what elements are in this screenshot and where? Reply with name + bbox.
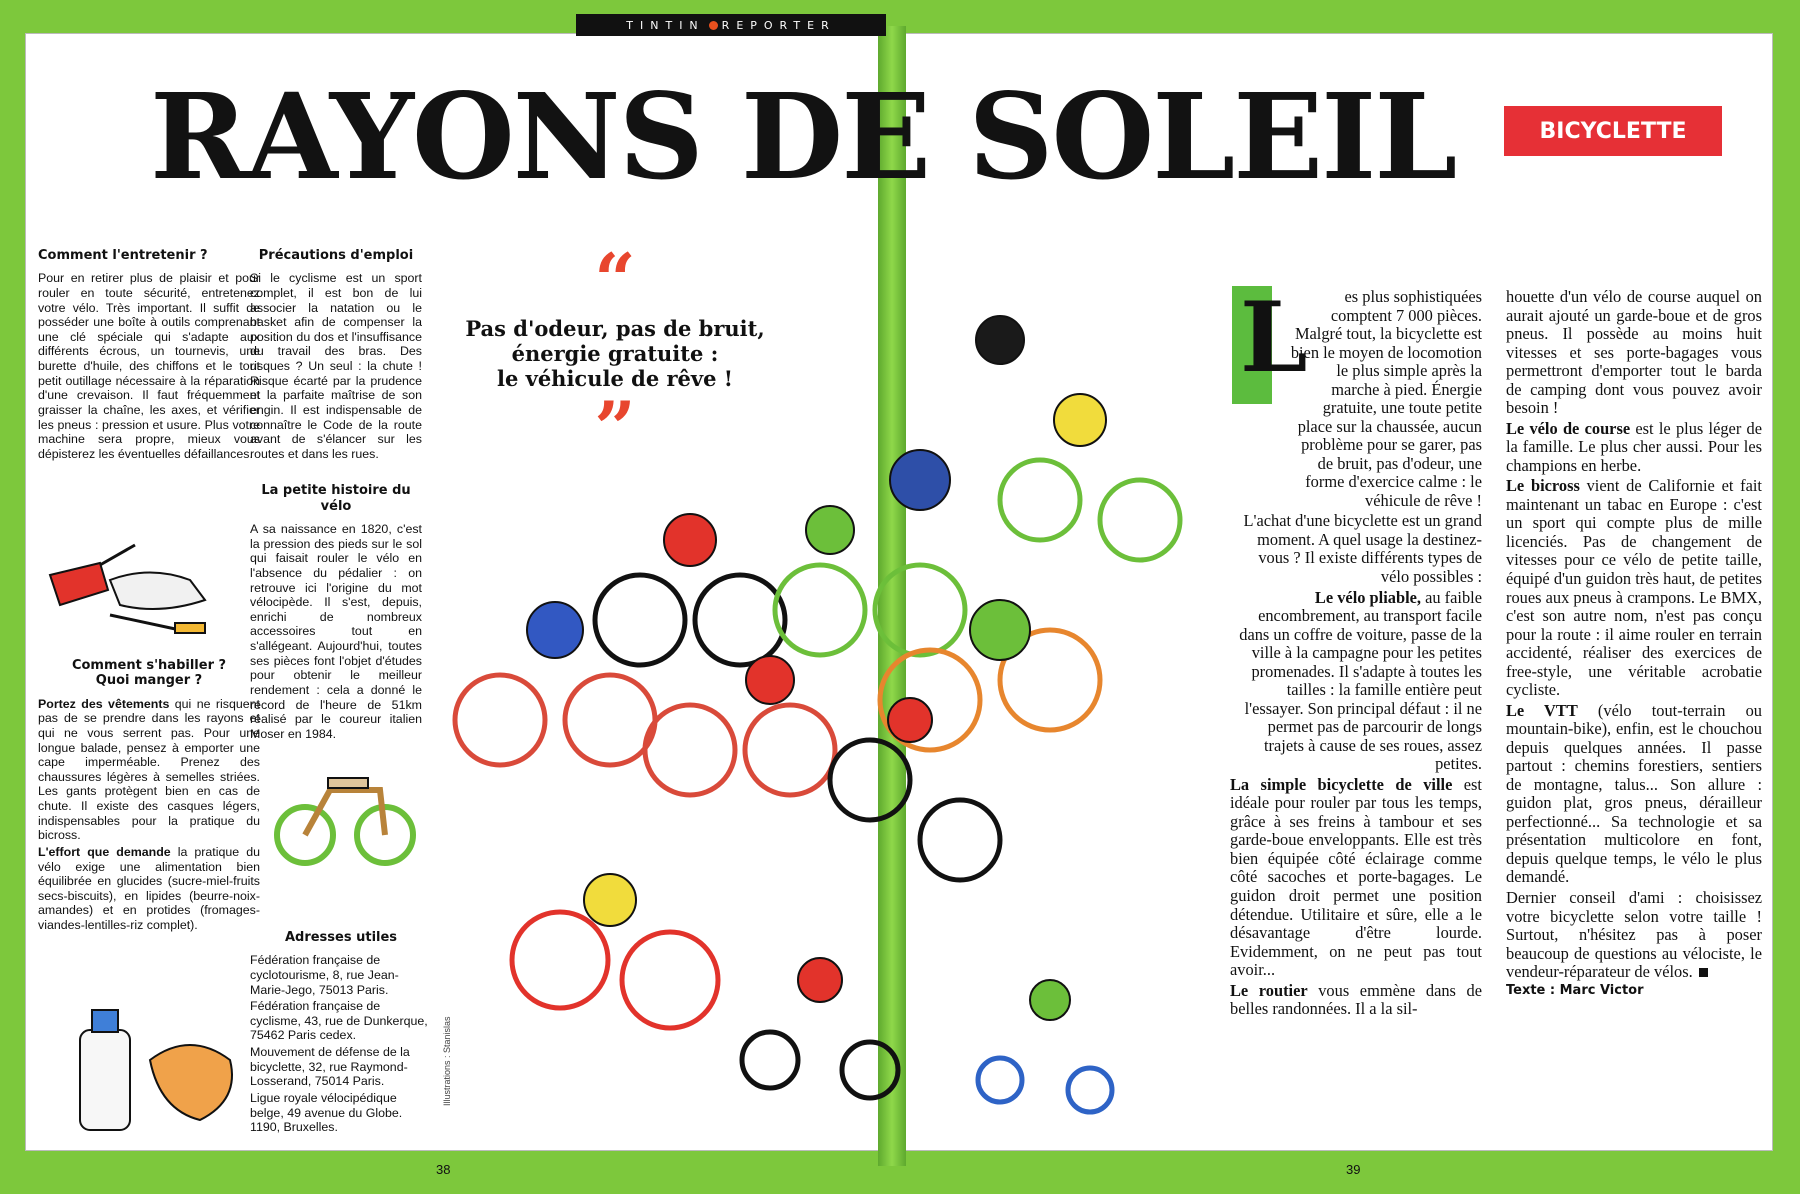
text-ville: est idéale pour rouler par tous les temps, grâce à ses freins à tambour et ses garde-boue enveloppants. Elle est très bien équipée côté éclairage comme côté sacoches et porte-bagages. Le guidon droit permet une position détendue. Utilitaire et sûre, elle a le désavantage d'être lourde. Evidemment, on ne peut pas tout avoir... — [1230, 774, 1482, 980]
section-tag: BICYCLETTE — [1504, 106, 1722, 156]
strip-left: TINTIN — [626, 18, 705, 32]
text-pliable: au faible encombrement, au transport facile dans un coffre de voiture, passe de la ville à la campagne pour les petites promenades. Il s'adapte à toutes les tailles : la famille entière peut l'essayer. Son principal défaut : il ne permet pas de parcourir de longs trajets à cause de ses roues, assez petites. — [1239, 587, 1482, 774]
quote-open-icon: “ — [594, 237, 636, 322]
paragraph-conseil — [1506, 889, 1762, 982]
lead-effort: L'effort que demande — [38, 844, 171, 859]
text-vtt: (vélo tout-terrain ou mountain-bike), enfin, est le chouchou depuis quelques années. Il passe partout : chemins forestiers, sentiers de montagne, talus... Son allure : guidon plat, gros pneus, dérailleur perfectionné... Sa technologie et sa présentation multicolore en font, depuis quelque temps, le vélo le plus demandé. — [1506, 700, 1762, 887]
address-3: Mouvement de défense de la bicyclette, 32, rue Raymond-Losserand, 75014 Paris. — [250, 1045, 410, 1089]
text-intro: es plus sophistiquées comptent 7 000 pièces. Malgré tout, la bicyclette est bien le moyen de locomotion le plus simple après la marche à pied. Énergie gratuite, une toute petite place sur la chaussée, aucun problème pour se garer, pas de bruit, pas d'odeur, une forme d'exercice calme : le véhicule de rêve ! — [1290, 288, 1482, 510]
text-effort: la pratique du vélo exige une alimentation bien équilibrée en glucides (sucre-miel-fruits secs-biscuits), en lipides (beurre-noix-amandes) et en protides (fromages-viandes-lentilles-riz complet). — [38, 844, 260, 933]
page-title: RAYONS DE SOLEIL — [150, 67, 1456, 206]
heading-precautions: Précautions d'emploi — [258, 248, 414, 263]
quote-close-icon: ” — [594, 384, 636, 470]
text-vetements: qui ne risquent pas de se prendre dans les rayons et qui ne vous serrent pas. Pour une longue balade, pensez à emporter une cape imperméable. Prenez des chaussures légères à semelles striées. Les gants protègent bien en cas de chute. Il existe des casques légers, indispensables pour la pratique du bicross. — [38, 696, 260, 843]
strip-dot-icon — [709, 21, 718, 30]
paragraph-effort — [38, 845, 260, 933]
paragraph-course — [1506, 420, 1762, 476]
illustration-credit: Illustrations : Stanislas — [442, 1016, 452, 1106]
right-column-1 — [1230, 281, 1482, 1150]
page-number-left: 38 — [436, 1162, 451, 1177]
quote-line-1: Pas d'odeur, pas de bruit, — [465, 316, 765, 341]
quote-line-2: énergie gratuite : — [511, 341, 719, 367]
paragraph-intro — [1230, 281, 1482, 510]
paragraph-routier-cont: houette d'un vélo de course auquel on aurait ajouté un garde-boue et de gros pneus. Il possède au moins huit vitesses et ses porte-bagages vous permettront d'emporter tout le barda de camping dont vous pouvez avoir besoin ! — [1506, 288, 1762, 418]
heading-habiller-line2: Quoi manger ? — [95, 673, 203, 689]
strip-right: REPORTER — [721, 18, 836, 32]
end-mark-icon — [1699, 968, 1708, 977]
text-conseil: Dernier conseil d'ami : choisissez votre bicyclette selon votre taille ! Surtout, n'hésitez pas à poser beaucoup de questions au vélociste, le vendeur-réparateur de vélos. — [1506, 888, 1762, 982]
lead-pliable: Le vélo pliable, — [1314, 587, 1422, 607]
tools-illustration — [40, 535, 220, 635]
text-course: est le plus léger de la famille. Le plus cher aussi. Pour les champions en herbe. — [1506, 418, 1762, 475]
paragraph-bicross — [1506, 477, 1762, 699]
heading-histoire — [250, 483, 422, 514]
left-column-2b — [250, 930, 432, 1140]
paragraph-entretien: Pour en retirer plus de plaisir et pour rouler en toute sécurité, entretenez votre vélo. Très important. Il suffit de posséder une boîte à outils comprenant une clé spéciale qui s'adapte aux différents écrous, un tournevis, une burette d'huile, des chiffons et le tout petit outillage nécessaire à la réparation d'une crevaison. Il faut fréquemment graisser la chaîne, les axes, et vérifier les pneus : pression et usure. Plus votre machine sera propre, mieux vous dépisterez les éventuelles défaillances. — [38, 271, 260, 461]
heading-entretien: Comment l'entretenir ? — [38, 248, 208, 263]
heading-adresses: Adresses utiles — [284, 930, 398, 945]
paragraph-precautions: Si le cyclisme est un sport complet, il est bon de lui associer la natation ou le basket afin de compenser la position du dos et l'insuffisance du travail des bras. Des risques ? Un seul : la chute ! Risque écarté par la prudence et la parfaite maîtrise de son engin. Il est indispensable de connaître le Code de la route avant de s'élancer sur les routes et dans les rues. — [250, 271, 422, 461]
text-routier: vous emmène dans de belles randonnées. Il a la sil- — [1230, 980, 1482, 1019]
right-column-2 — [1506, 288, 1762, 1150]
lead-vetements: Portez des vêtements — [38, 696, 170, 711]
lead-bicross: Le bicross — [1506, 476, 1580, 496]
dropcap-letter: L — [1240, 281, 1308, 394]
lead-course: Le vélo de course — [1506, 418, 1631, 438]
signature: Texte : Marc Victor — [1506, 982, 1644, 998]
lead-routier: Le routier — [1230, 980, 1308, 1000]
heading-histoire-line1: La petite histoire du — [261, 483, 411, 499]
paragraph-histoire: A sa naissance en 1820, c'est la pression des pieds sur le sol qui faisait rouler le vélo en l'absence du pédalier : on retrouve ici l'origine du mot vélocipède. Il s'est, depuis, enrichi de nombreux accessoires tout en s'allégeant. Aujourd'hui, toutes ses pièces font l'objet d'études pour obtenir le meilleur rendement : cela a donné le record de l'heure de 51km réalisé par le coureur italien Moser en 1984. — [250, 522, 422, 741]
quote-line-3: le véhicule de rêve ! — [496, 366, 734, 392]
lead-vtt: Le VTT — [1506, 700, 1578, 720]
paragraph-pliable — [1230, 589, 1482, 774]
heading-histoire-line2: vélo — [320, 498, 352, 514]
address-1: Fédération française de cyclotourisme, 8, rue Jean-Marie-Jego, 75013 Paris. — [250, 953, 399, 997]
left-column-1b — [38, 658, 260, 988]
heading-habiller-line1: Comment s'habiller ? — [71, 658, 227, 673]
paragraph-ville — [1230, 776, 1482, 980]
paragraph-routier — [1230, 982, 1482, 1019]
cyclists-illustration — [440, 300, 1240, 1120]
draisienne-illustration — [270, 760, 420, 870]
paragraph-vetements — [38, 697, 260, 843]
address-4: Ligue royale vélocipédique belge, 49 avenue du Globe. 1190, Bruxelles. — [250, 1090, 403, 1135]
lead-ville: La simple bicyclette de ville — [1230, 774, 1453, 794]
text-bicross: vient de Californie et fait maintenant un tabac en Europe : c'est un sport qui compte plus de mille licenciés. Pas de changement de vitesses pour ce vélo de petite taille, équipé d'un guidon très haut, de petites roues aux pneus à crampons. Le BMX, c'est son autre nom, n'est pas conçu pour la route : il aime rouler en terrain accidenté, réaliser des exercices de free-style, une véritable acrobatie cycliste. — [1506, 476, 1762, 700]
address-2: Fédération française de cyclisme, 43, rue de Dunkerque, 75462 Paris cedex. — [250, 999, 428, 1043]
page-number-right: 39 — [1346, 1162, 1361, 1177]
header-strip — [576, 14, 886, 36]
bottle-gloves-illustration — [70, 1000, 250, 1140]
paragraph-vtt — [1506, 702, 1762, 887]
heading-habiller — [38, 658, 260, 689]
paragraph-achat: L'achat d'une bicyclette est un grand moment. A quel usage la destinez-vous ? Il existe différents types de vélo possibles : — [1243, 511, 1482, 586]
